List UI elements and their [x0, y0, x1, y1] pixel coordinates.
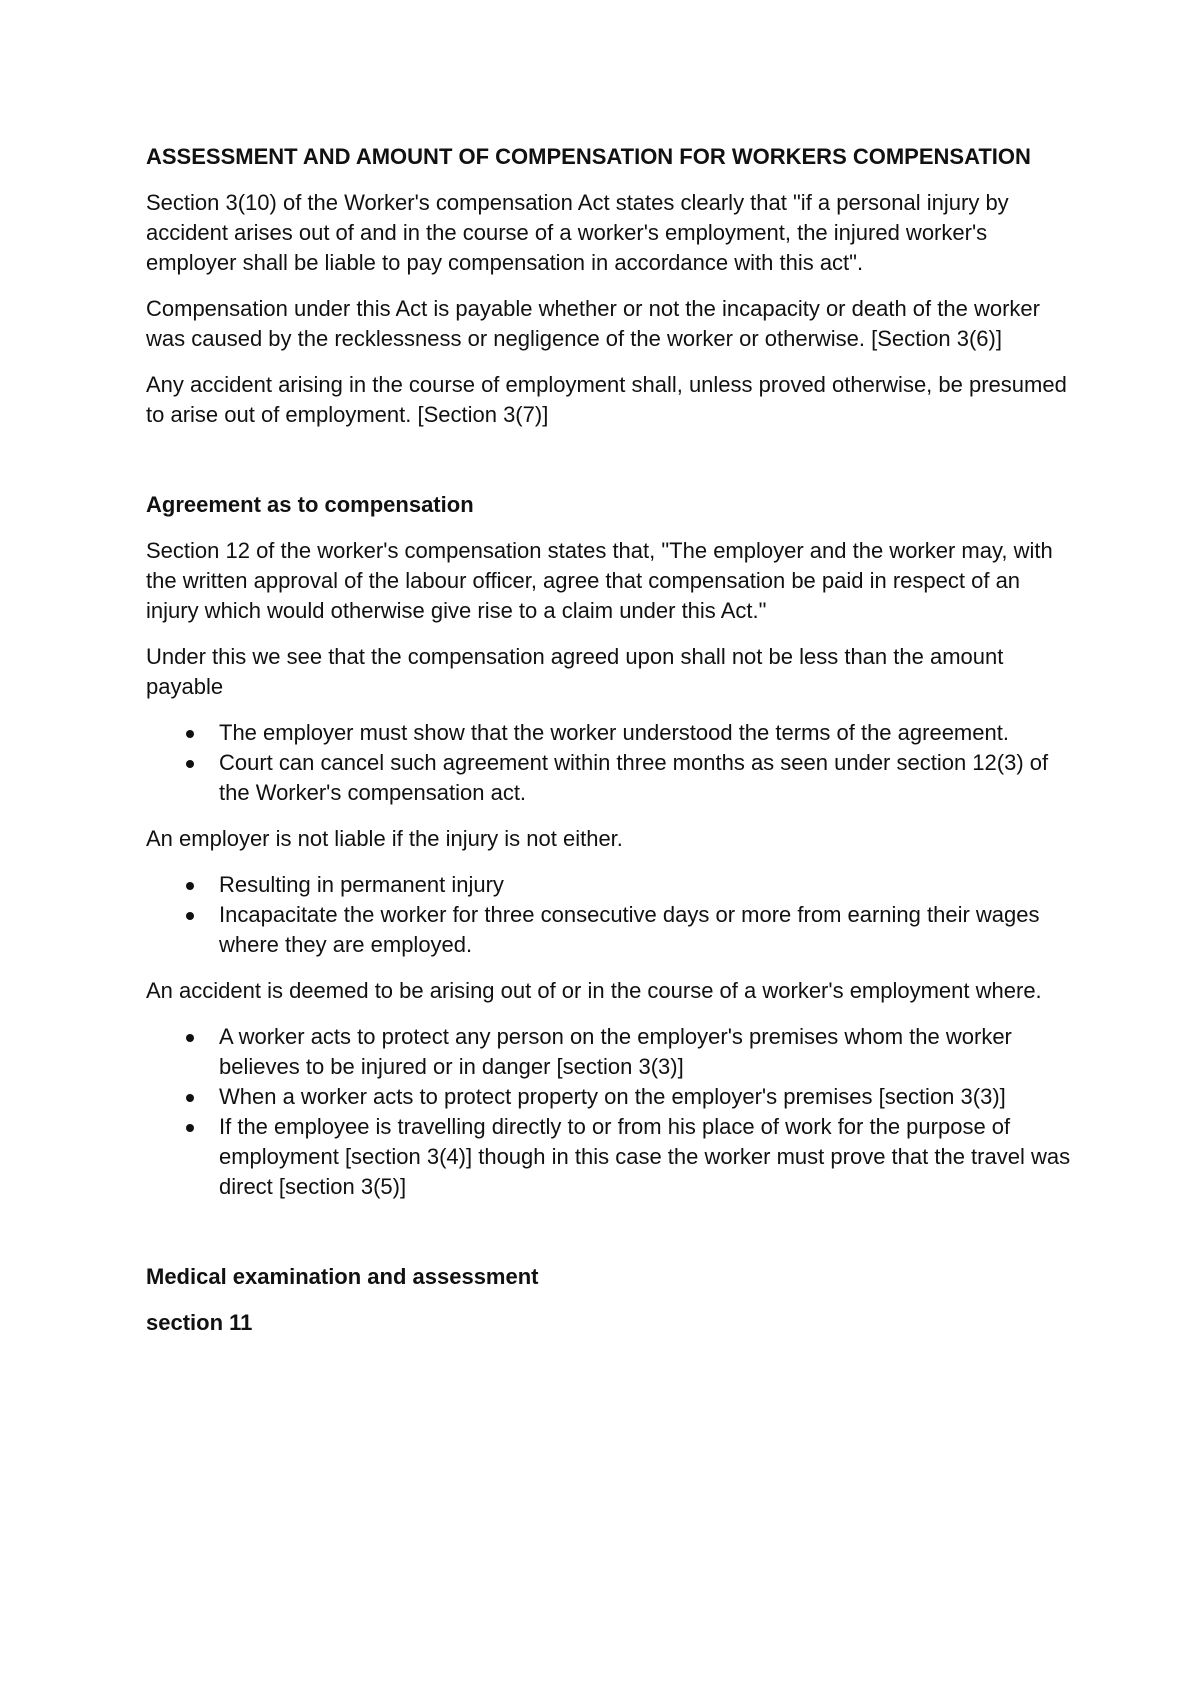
list-item: Resulting in permanent injury [219, 870, 1076, 900]
document-title: ASSESSMENT AND AMOUNT OF COMPENSATION FOR WORKERS COMPENSATION [146, 144, 1031, 169]
deemed-accident-list [146, 1022, 1076, 1202]
agreement-heading: Agreement as to compensation [146, 492, 474, 517]
agreement-paragraph-2: Under this we see that the compensation agreed upon shall not be less than the amount payable [146, 644, 1004, 699]
document-page [146, 142, 1076, 1354]
medical-heading: Medical examination and assessment [146, 1264, 539, 1289]
agreement-paragraph-1: Section 12 of the worker's compensation states that, "The employer and the worker may, with the written approval of the labour officer, agree that compensation be paid in respect of an injury which would otherwise give rise to a claim under this Act." [146, 538, 1053, 623]
agreement-paragraph-4: An accident is deemed to be arising out of or in the course of a worker's employment where. [146, 978, 1042, 1003]
intro-paragraph-1: Section 3(10) of the Worker's compensation Act states clearly that "if a personal injury by accident arises out of and in the course of a worker's employment, the injured worker's employer shall be liable to pay compensation in accordance with this act". [146, 190, 1009, 275]
agreement-paragraph-3: An employer is not liable if the injury is not either. [146, 826, 623, 851]
list-item: The employer must show that the worker understood the terms of the agreement. [219, 718, 1076, 748]
intro-paragraph-2: Compensation under this Act is payable whether or not the incapacity or death of the worker was caused by the recklessness or negligence of the worker or otherwise. [Section 3(6)] [146, 296, 1040, 351]
list-item: Court can cancel such agreement within three months as seen under section 12(3) of the Worker's compensation act. [219, 748, 1076, 808]
list-item: Incapacitate the worker for three consecutive days or more from earning their wages where they are employed. [219, 900, 1076, 960]
agreement-conditions-list [146, 718, 1076, 808]
list-item: When a worker acts to protect property on the employer's premises [section 3(3)] [219, 1082, 1076, 1112]
intro-paragraph-3: Any accident arising in the course of employment shall, unless proved otherwise, be presumed to arise out of employment. [Section 3(7)] [146, 372, 1067, 427]
medical-subheading: section 11 [146, 1310, 253, 1335]
liability-exceptions-list [146, 870, 1076, 960]
list-item: If the employee is travelling directly to or from his place of work for the purpose of employment [section 3(4)] though in this case the worker must prove that the travel was direct [section 3(5)] [219, 1112, 1076, 1202]
list-item: A worker acts to protect any person on the employer's premises whom the worker believes to be injured or in danger [section 3(3)] [219, 1022, 1076, 1082]
